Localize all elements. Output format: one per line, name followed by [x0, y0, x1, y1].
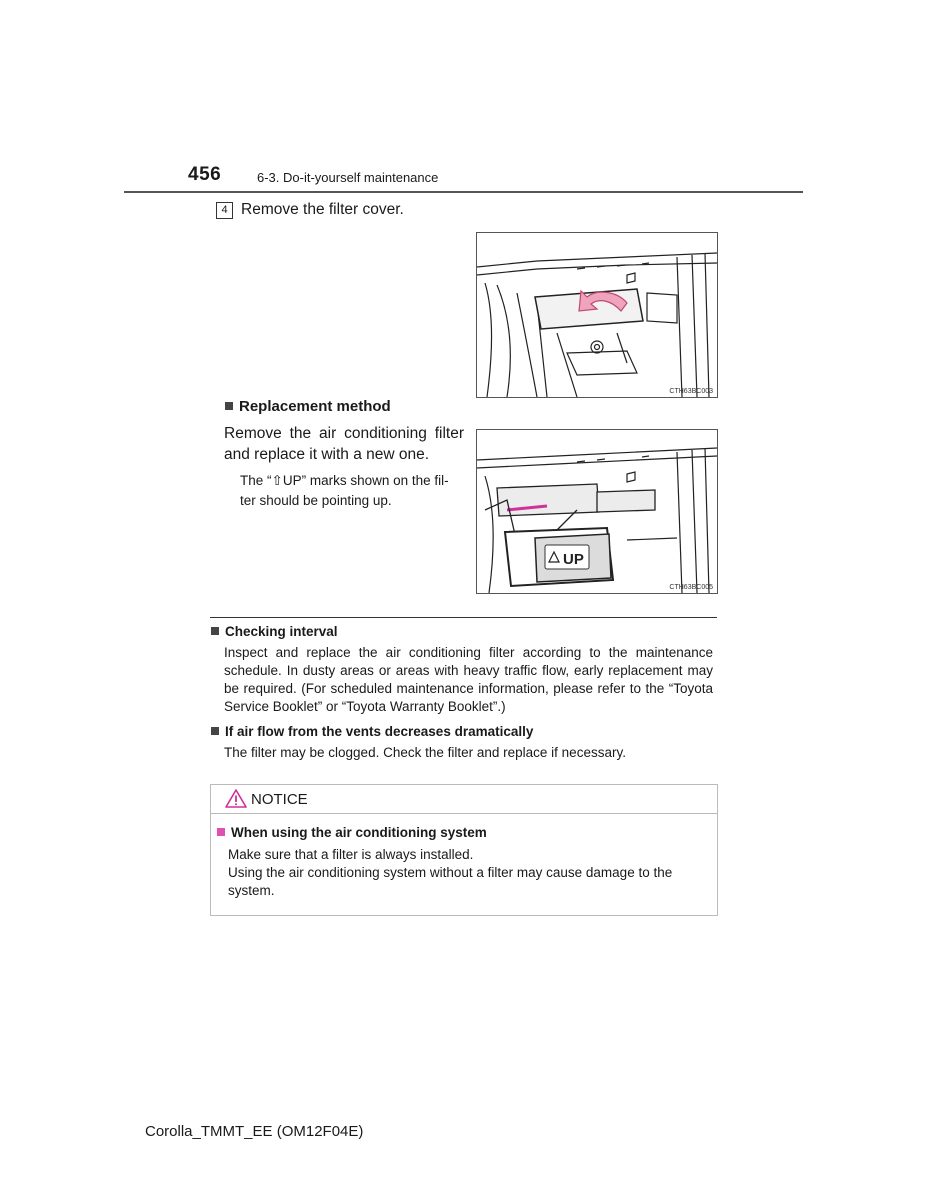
warning-triangle-icon: [225, 789, 247, 813]
step-number: 4: [216, 202, 233, 219]
notice-heading-text: When using the air conditioning system: [231, 825, 487, 840]
filter-cover-drawing: [477, 233, 717, 397]
replacement-heading-text: Replacement method: [239, 398, 391, 415]
info-heading-checking-interval: [211, 624, 338, 639]
info-heading-air-flow: [211, 724, 533, 739]
figure-code: CTH63BC003: [669, 388, 713, 395]
up-mark-label: UP: [563, 551, 584, 568]
notice-box: [210, 784, 718, 916]
notice-header: [211, 785, 717, 814]
notice-heading: [217, 825, 487, 840]
page-number: 456: [188, 164, 222, 185]
header-divider: [124, 191, 803, 193]
square-bullet-icon: [217, 828, 225, 836]
info-heading-text: If air flow from the vents decreases dramatically: [225, 724, 534, 739]
filter-cover-illustration: [476, 232, 718, 398]
notice-text-line1: Make sure that a filter is always installed.: [228, 847, 474, 862]
replacement-heading: [225, 398, 391, 415]
replacement-note: The “⇧UP” marks shown on the fil-ter should be pointing up.: [240, 473, 449, 508]
replacement-instruction: Remove the air conditioning filter and replace it with a new one.: [224, 425, 464, 463]
figure-code: CTH63BC005: [669, 584, 713, 591]
filter-up-drawing: [477, 430, 717, 593]
info-heading-text: Checking interval: [225, 624, 338, 639]
square-bullet-icon: [225, 402, 233, 410]
section-divider: [210, 617, 717, 618]
notice-label: NOTICE: [251, 791, 308, 808]
notice-text-line2: Using the air conditioning system without a filter may cause damage to the system.: [228, 865, 673, 898]
step-instruction: Remove the filter cover.: [241, 201, 404, 218]
info-text-air-flow: The filter may be clogged. Check the filter and replace if necessary.: [224, 745, 626, 760]
section-title: 6-3. Do-it-yourself maintenance: [257, 170, 439, 185]
footer-model-code: Corolla_TMMT_EE (OM12F04E): [145, 1123, 364, 1140]
info-text-checking-interval: Inspect and replace the air conditioning filter according to the maintenance schedule. In dusty areas or areas with heavy traffic flow, early replacement may be required. (For scheduled maintenance information, please refer to the “Toyota Service Booklet” or “Toyota Warranty Booklet”.): [224, 645, 713, 714]
square-bullet-icon: [211, 627, 219, 635]
filter-up-mark-illustration: [476, 429, 718, 594]
square-bullet-icon: [211, 727, 219, 735]
